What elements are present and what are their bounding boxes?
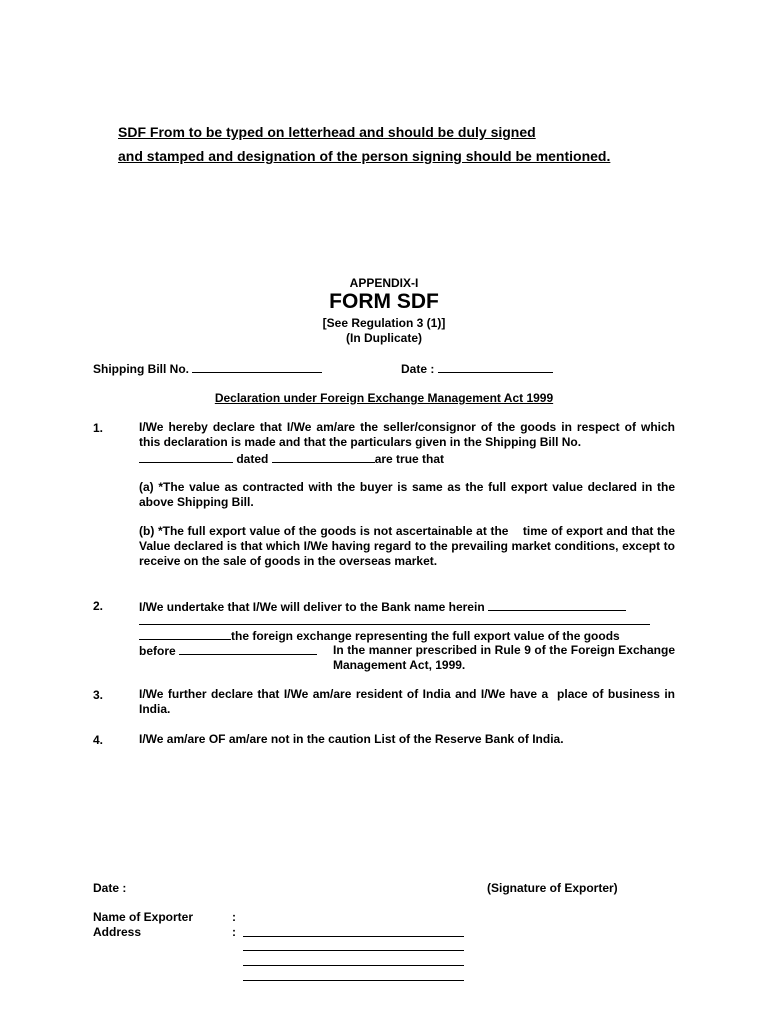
regulation-reference: [See Regulation 3 (1)]: [322, 316, 446, 330]
clause-1-dated-word: dated: [236, 452, 269, 466]
shipping-bill-label: Shipping Bill No.: [93, 362, 189, 376]
shipping-bill-field[interactable]: [192, 361, 322, 373]
clause-1-true-word: are true that: [374, 452, 445, 466]
declaration-heading: Declaration under Foreign Exchange Management Act 1999: [214, 391, 554, 405]
clause-2-before-field[interactable]: [179, 643, 317, 655]
date-row: [401, 361, 553, 376]
clause-1-number: 1.: [93, 421, 104, 435]
shipping-bill-row: [93, 361, 322, 376]
clause-2-text-b: the foreign exchange representing the full export value of the goods: [231, 629, 620, 643]
clause-2-second-row: [139, 628, 620, 643]
copies-note: (In Duplicate): [345, 331, 422, 345]
exporter-name-label: Name of Exporter: [93, 910, 194, 924]
clause-2-number: 2.: [93, 599, 104, 613]
clause-3-number: 3.: [93, 688, 104, 702]
form-title: FORM SDF: [329, 290, 439, 313]
clause-2-before-word: before: [139, 644, 176, 658]
address-label: Address: [93, 925, 142, 939]
appendix-label: APPENDIX-I: [349, 276, 419, 290]
clause-1-text: I/We hereby declare that I/We am/are the seller/consignor of the goods in respect of which this declaration is made and that the particulars given in the Shipping Bill No.: [139, 420, 675, 449]
clause-1-sub-a: (a) *The value as contracted with the buyer is same as the full export value declared in the above Shipping Bill.: [139, 480, 675, 509]
clause-2-third-row: [139, 643, 317, 658]
header-note-line-2: and stamped and designation of the person signing should be mentioned.: [118, 148, 611, 164]
clause-4-text: I/We am/are OF am/are not in the caution List of the Reserve Bank of India.: [139, 732, 564, 746]
date-field[interactable]: [438, 361, 553, 373]
clause-2-text-c: In the manner prescribed in Rule 9 of the Foreign Exchange Management Act, 1999.: [333, 643, 675, 672]
clause-1-date-field[interactable]: [272, 451, 375, 463]
clause-1-sub-b: (b) *The full export value of the goods is not ascertainable at the time of export and that the Value declared is that which I/We having regard to the prevailing market conditions, except to receive on the sale of goods in the overseas market.: [139, 524, 679, 568]
clause-3-text: I/We further declare that I/We am/are resident of India and I/We have a place of business in India.: [139, 687, 679, 716]
clause-1-dated-row: [139, 451, 444, 466]
footer-date-label: Date :: [93, 881, 127, 895]
clause-2-text-a: I/We undertake that I/We will deliver to the Bank name herein: [139, 600, 485, 614]
address-colon: :: [232, 925, 236, 939]
header-note-line-1: SDF From to be typed on letterhead and should be duly signed: [118, 124, 536, 140]
address-field-line-1[interactable]: [243, 936, 464, 937]
signature-label: (Signature of Exporter): [487, 881, 618, 895]
clause-2-bank-field[interactable]: [488, 599, 626, 611]
clause-2-amount-field[interactable]: [139, 628, 231, 640]
clause-2-bank-field-line-2[interactable]: [139, 624, 650, 625]
date-label: Date :: [401, 362, 435, 376]
address-field-line-3[interactable]: [243, 965, 464, 966]
exporter-name-colon: :: [232, 910, 236, 924]
clause-1-bill-field[interactable]: [139, 451, 233, 463]
clause-2-first-row: [139, 599, 626, 614]
clause-4-number: 4.: [93, 733, 104, 747]
address-field-line-2[interactable]: [243, 950, 464, 951]
address-field-line-4[interactable]: [243, 980, 464, 981]
